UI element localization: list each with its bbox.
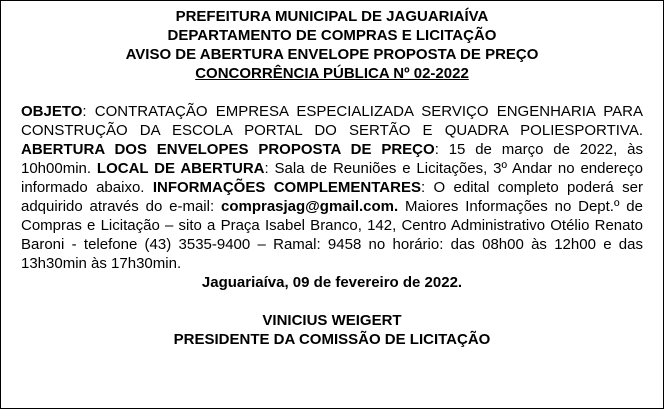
info-label: INFORMAÇÕES COMPLEMENTARES [152, 179, 421, 196]
notice-body [21, 102, 643, 273]
signer-name: VINICIUS WEIGERT [262, 312, 402, 329]
abertura-text: : 15 de março de 2022, às 10h00min. [21, 141, 643, 177]
local-label: LOCAL DE ABERTURA [96, 160, 265, 177]
spacer [21, 292, 643, 311]
date-line: Jaguariaíva, 09 de fevereiro de 2022. [201, 274, 463, 291]
header-notice-title: AVISO DE ABERTURA ENVELOPE PROPOSTA DE PREÇO [125, 46, 539, 63]
objeto-label: OBJETO [21, 103, 83, 120]
info-text: : O edital completo poderá ser adquirido através do e-mail: [21, 179, 643, 215]
abertura-label: ABERTURA DOS ENVELOPES PROPOSTA DE PREÇO [21, 141, 435, 158]
signer-title: PRESIDENTE DA COMISSÃO DE LICITAÇÃO [173, 331, 491, 348]
header-municipality: PREFEITURA MUNICIPAL DE JAGUARIAÍVA [175, 8, 489, 25]
objeto-text: : CONTRATAÇÃO EMPRESA ESPECIALIZADA SERVIÇO ENGENHARIA PARA CONSTRUÇÃO DA ESCOLA PORTAL DO SERTÃO E QUADRA POLIESPORTIVA. [21, 103, 643, 139]
local-text: : Sala de Reuniões e Licitações, 3º Andar no endereço informado abaixo. [21, 160, 643, 196]
contact-details: Maiores Informações no Dept.º de Compras e Licitação – sito a Praça Isabel Branco, 142, Centro Administrativo Otélio Renato Baroni - telefone (43) 3535-9400 – Ramal: 9458 no horário: das 08h00 às 12h00 e das 13h30min às 17h30min. [21, 198, 643, 272]
notice-header [21, 7, 643, 83]
contact-email: comprasjag@gmail.com. [220, 198, 399, 215]
header-department: DEPARTAMENTO DE COMPRAS E LICITAÇÃO [167, 27, 497, 44]
header-tender-number: CONCORRÊNCIA PÚBLICA Nº 02-2022 [195, 65, 469, 82]
